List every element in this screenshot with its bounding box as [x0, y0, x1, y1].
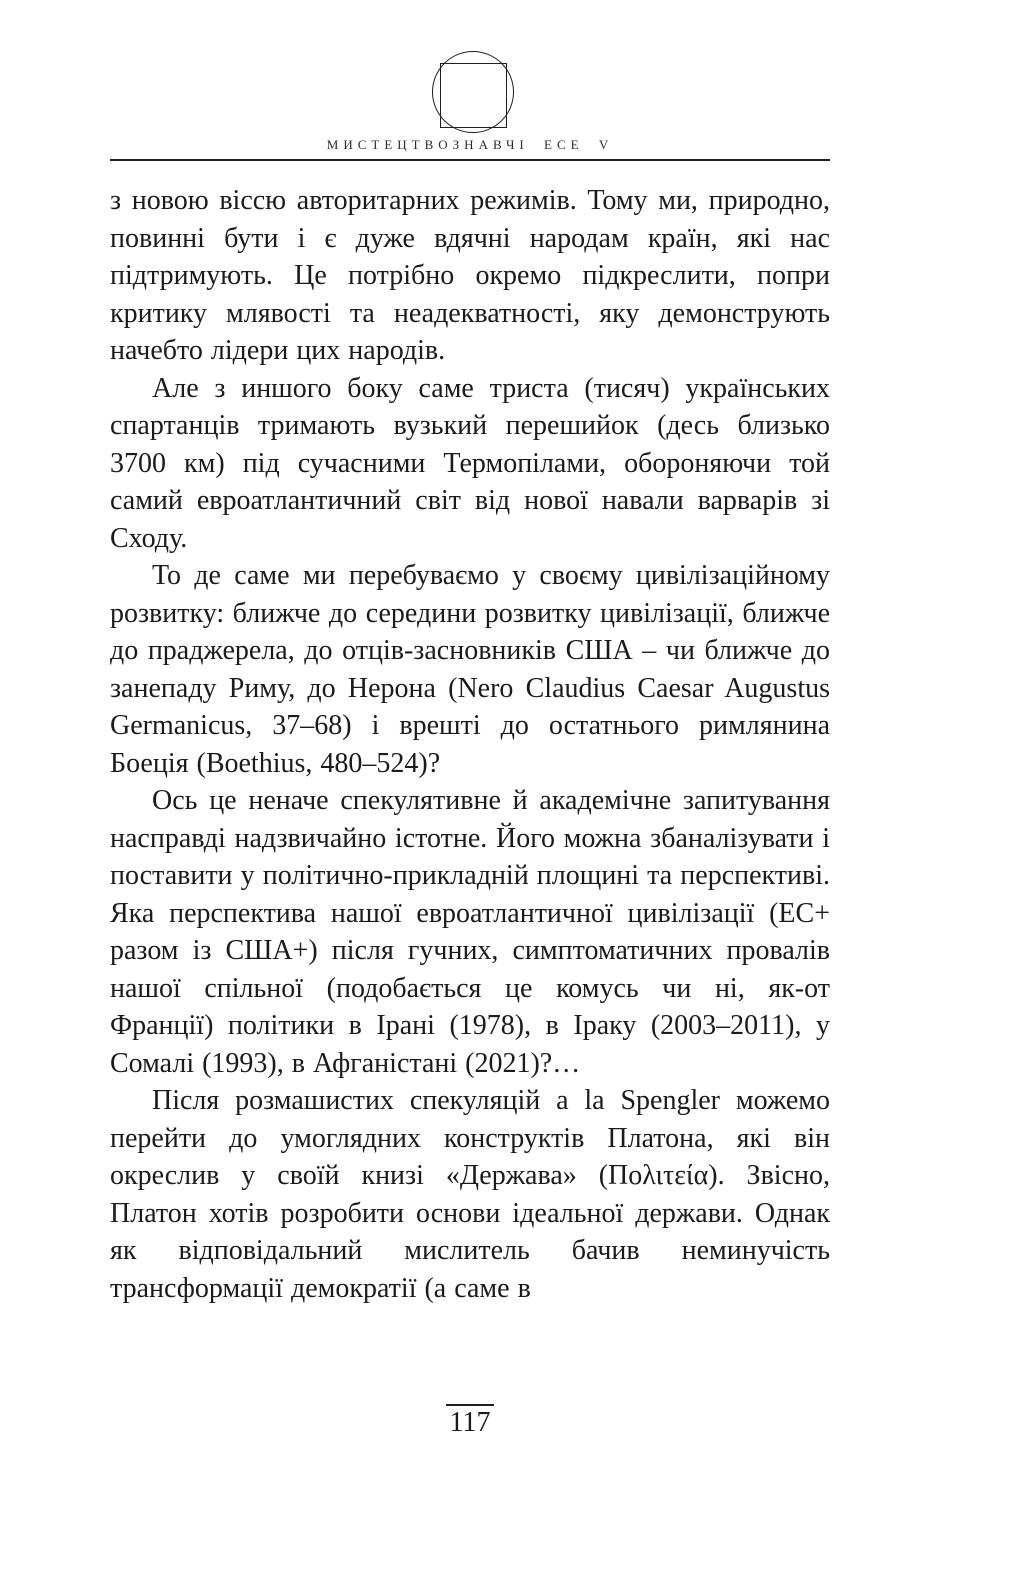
square-icon [440, 63, 507, 128]
page-number: 117 [446, 1404, 495, 1439]
paragraph: То де саме ми перебуваємо у своєму цивілізаційному розвитку: ближче до середини розвитку цивілізації, ближче до праджерела, до отців-засновників США – чи ближче до занепаду Риму, до Нерона (Nero Claudius Caesar Augustus Germanicus, 37–68) і врешті до остатнього римлянина Боеція (Boethius, 480–524)? [110, 560, 830, 779]
body-text [110, 182, 830, 1307]
paragraph: Але з иншого боку саме триста (тисяч) українських спартанців тримають вузький перешийок (десь близько 3700 км) під сучасними Термопілами, обороняючи той самий евроатлантичний світ від нової навали варварів зі Сходу. [110, 372, 830, 554]
paragraph: з новою віссю авторитарних режимів. Тому ми, природно, повинні бути і є дуже вдячні народам країн, які нас підтримують. Це потрібно окремо підкреслити, попри критику млявості та неадекватності, яку демонструють начебто лідери цих народів. [110, 185, 830, 366]
running-head-title: МИСТЕЦТВОЗНАВЧІ ЕСЕ V [326, 137, 614, 152]
header-rule [110, 159, 830, 161]
publisher-emblem [0, 0, 1024, 140]
paragraph: Після розмашистих спекуляцій а la Spengler можемо перейти до умоглядних конструктів Платона, які він окреслив у своїй книзі «Держава» (Πολιτεία). Звісно, Платон хотів розробити основи ідеальної держави. Однак як відповідальний мислитель бачив неминучість трансформації демократії (а саме в [110, 1085, 830, 1304]
circle-icon [432, 51, 514, 133]
page-footer [110, 1404, 830, 1439]
paragraph: Ось це неначе спекулятивне й академічне запитування насправді надзвичайно істотне. Його можна збаналізувати і поставити у політично-прикладній площині та перспективі. Яка перспектива нашої евроатлантичної цивілізації (ЕС+ разом із США+) після гучних, симптоматичних провалів нашої спільної (подобається це комусь чи ні, як-от Франції) політики в Ірані (1978), в Іраку (2003–2011), у Сомалі (1993), в Афганістані (2021)?… [110, 785, 830, 1079]
